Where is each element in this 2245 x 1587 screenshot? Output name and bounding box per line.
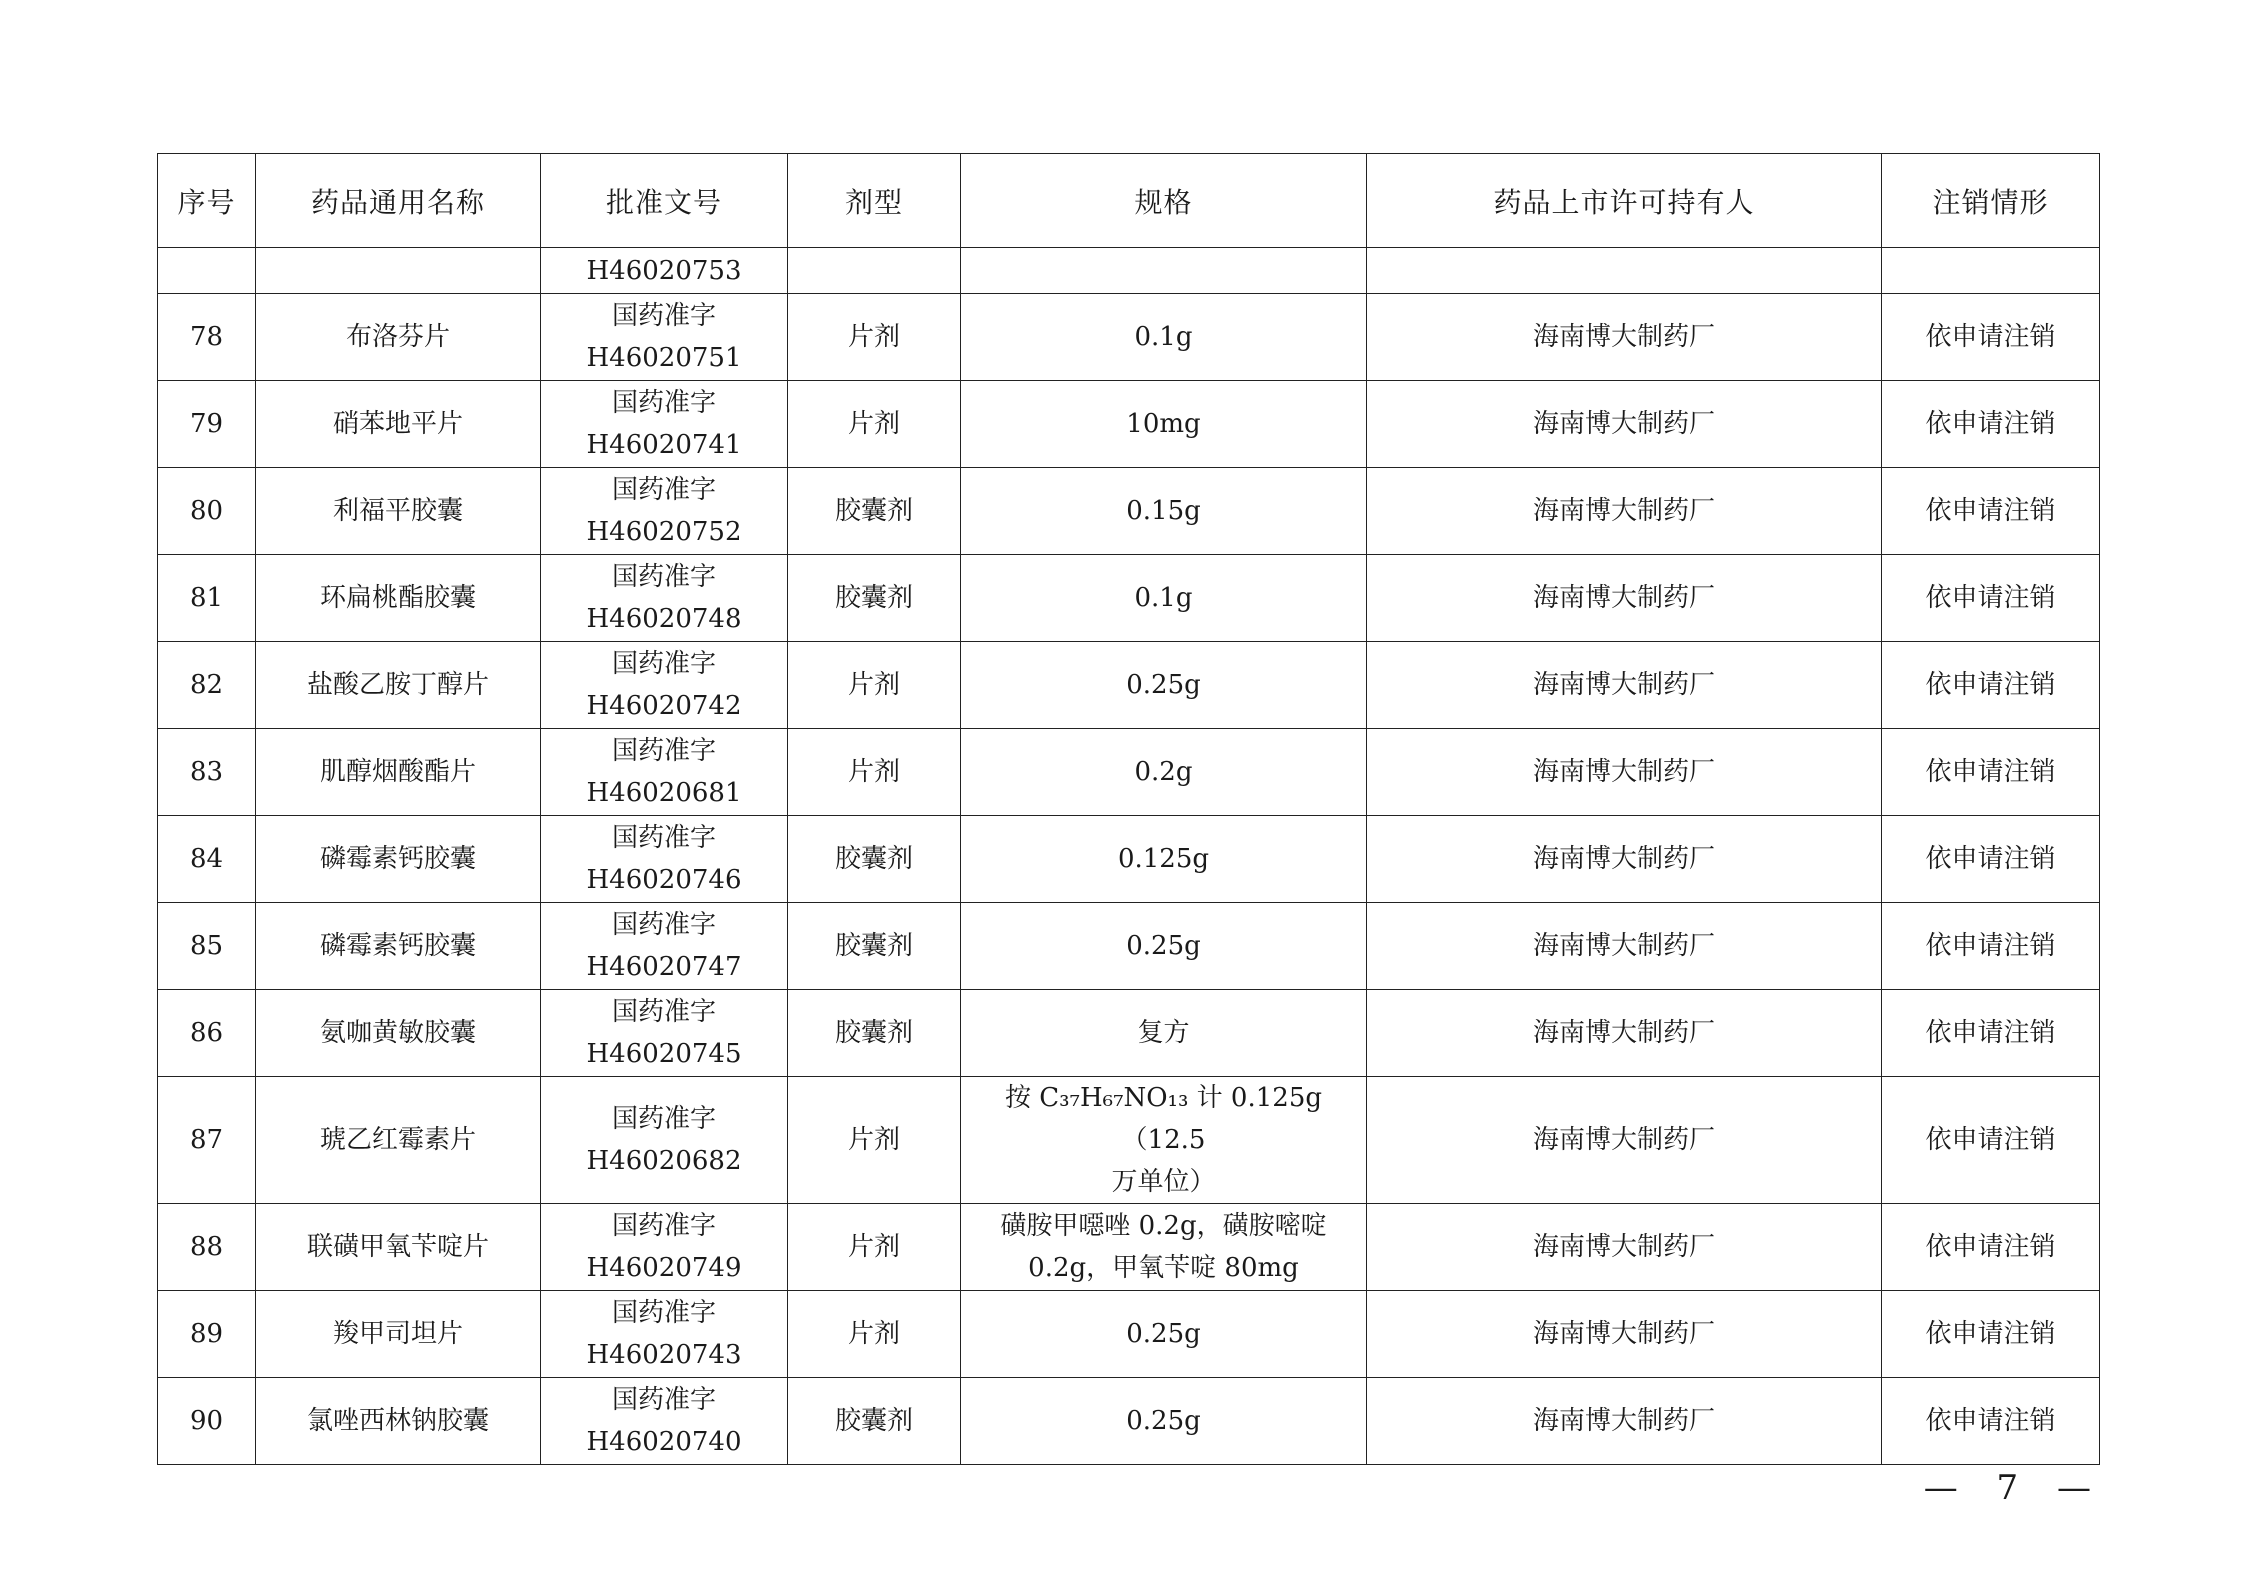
cell-specification (961, 990, 1367, 1077)
table-row (158, 294, 2100, 381)
approval-prefix: 国药准字 (611, 1211, 716, 1241)
specification-line: 0.2g，甲氧苄啶 80mg (1028, 1253, 1299, 1283)
cell-license-holder: 海南博大制药厂 (1367, 1378, 1882, 1465)
cell-dosage-form: 片剂 (788, 1077, 961, 1204)
cell-empty (788, 248, 961, 294)
cell-drug-name: 氨咖黄敏胶囊 (256, 990, 541, 1077)
cell-empty (1367, 248, 1882, 294)
cell-dosage-form: 胶囊剂 (788, 903, 961, 990)
table-row (158, 816, 2100, 903)
cell-approval-number (541, 381, 788, 468)
approval-prefix: 国药准字 (611, 823, 716, 853)
specification-line: 磺胺甲噁唑 0.2g，磺胺嘧啶 (1000, 1211, 1327, 1241)
cell-approval-number (541, 903, 788, 990)
cell-license-holder: 海南博大制药厂 (1367, 1291, 1882, 1378)
cell-approval-number (541, 1204, 788, 1291)
approval-code: H46020682 (586, 1146, 742, 1176)
header-serial-number: 序号 (158, 154, 256, 248)
cell-license-holder: 海南博大制药厂 (1367, 642, 1882, 729)
cell-drug-name: 琥乙红霉素片 (256, 1077, 541, 1204)
cell-approval-number (541, 1378, 788, 1465)
cell-drug-name: 硝苯地平片 (256, 381, 541, 468)
approval-prefix: 国药准字 (611, 562, 716, 592)
cell-approval-number (541, 816, 788, 903)
cell-specification (961, 642, 1367, 729)
cell-license-holder: 海南博大制药厂 (1367, 816, 1882, 903)
cell-cancellation-status: 依申请注销 (1882, 642, 2100, 729)
approval-code: H46020681 (586, 778, 742, 808)
specification-line: 复方 (1137, 1018, 1190, 1048)
header-specification: 规格 (961, 154, 1367, 248)
approval-code: H46020747 (586, 952, 742, 982)
specification-line: 0.1g (1134, 322, 1193, 352)
cell-cancellation-status: 依申请注销 (1882, 468, 2100, 555)
specification-line: 0.25g (1126, 1406, 1201, 1436)
cell-approval-number (541, 294, 788, 381)
cell-license-holder: 海南博大制药厂 (1367, 468, 1882, 555)
approval-prefix: 国药准字 (611, 910, 716, 940)
cell-drug-name: 利福平胶囊 (256, 468, 541, 555)
specification-line: 0.15g (1126, 496, 1201, 526)
cell-dosage-form: 片剂 (788, 1291, 961, 1378)
cell-dosage-form: 胶囊剂 (788, 990, 961, 1077)
cell-dosage-form: 胶囊剂 (788, 1378, 961, 1465)
approval-prefix: 国药准字 (611, 475, 716, 505)
cell-serial-number: 84 (158, 816, 256, 903)
cell-empty (961, 248, 1367, 294)
cell-specification (961, 903, 1367, 990)
cell-specification (961, 1378, 1367, 1465)
approval-prefix: 国药准字 (611, 301, 716, 331)
table-row (158, 1077, 2100, 1204)
cell-cancellation-status: 依申请注销 (1882, 294, 2100, 381)
cell-drug-name: 羧甲司坦片 (256, 1291, 541, 1378)
cell-dosage-form: 胶囊剂 (788, 816, 961, 903)
cell-specification (961, 294, 1367, 381)
cell-drug-name: 布洛芬片 (256, 294, 541, 381)
header-drug-name: 药品通用名称 (256, 154, 541, 248)
cell-serial-number: 86 (158, 990, 256, 1077)
approval-code: H46020752 (586, 517, 742, 547)
cell-license-holder: 海南博大制药厂 (1367, 729, 1882, 816)
specification-line: 0.125g (1117, 844, 1210, 874)
table-row (158, 729, 2100, 816)
cell-empty (1882, 248, 2100, 294)
cell-specification (961, 729, 1367, 816)
cell-specification (961, 555, 1367, 642)
approval-prefix: 国药准字 (611, 388, 716, 418)
cell-license-holder: 海南博大制药厂 (1367, 990, 1882, 1077)
cell-license-holder: 海南博大制药厂 (1367, 381, 1882, 468)
specification-line: 0.25g (1126, 1319, 1201, 1349)
approval-prefix: 国药准字 (611, 1385, 716, 1415)
cell-approval-number (541, 555, 788, 642)
continuation-row (158, 248, 2100, 294)
cell-dosage-form: 片剂 (788, 642, 961, 729)
table-row (158, 468, 2100, 555)
cell-cancellation-status: 依申请注销 (1882, 729, 2100, 816)
cell-specification (961, 1291, 1367, 1378)
table-row (158, 642, 2100, 729)
cell-approval-number (541, 642, 788, 729)
cell-cancellation-status: 依申请注销 (1882, 381, 2100, 468)
cell-serial-number: 80 (158, 468, 256, 555)
cell-empty (256, 248, 541, 294)
specification-line: 10mg (1126, 409, 1201, 439)
cell-drug-name: 肌醇烟酸酯片 (256, 729, 541, 816)
cell-dosage-form: 片剂 (788, 729, 961, 816)
cell-license-holder: 海南博大制药厂 (1367, 1077, 1882, 1204)
cell-drug-name: 环扁桃酯胶囊 (256, 555, 541, 642)
cell-serial-number: 87 (158, 1077, 256, 1204)
cell-dosage-form: 片剂 (788, 1204, 961, 1291)
specification-line: 万单位） (1111, 1167, 1216, 1197)
table-row (158, 990, 2100, 1077)
approval-code: H46020746 (586, 865, 742, 895)
cell-license-holder: 海南博大制药厂 (1367, 294, 1882, 381)
cell-serial-number: 88 (158, 1204, 256, 1291)
specification-line: 0.25g (1126, 670, 1201, 700)
approval-code: H46020749 (586, 1253, 742, 1283)
cell-dosage-form: 片剂 (788, 381, 961, 468)
header-dosage-form: 剂型 (788, 154, 961, 248)
specification-line: 按 C₃₇H₆₇NO₁₃ 计 0.125g（12.5 (1004, 1083, 1323, 1155)
cell-drug-name: 磷霉素钙胶囊 (256, 903, 541, 990)
cell-cancellation-status: 依申请注销 (1882, 1204, 2100, 1291)
cell-serial-number: 89 (158, 1291, 256, 1378)
cell-dosage-form: 胶囊剂 (788, 555, 961, 642)
cell-drug-name: 盐酸乙胺丁醇片 (256, 642, 541, 729)
cell-approval-continuation: H46020753 (541, 248, 788, 294)
cell-license-holder: 海南博大制药厂 (1367, 903, 1882, 990)
table-row (158, 381, 2100, 468)
cell-approval-number (541, 729, 788, 816)
cell-cancellation-status: 依申请注销 (1882, 1291, 2100, 1378)
cell-specification (961, 1077, 1367, 1204)
table-row (158, 903, 2100, 990)
approval-code: H46020741 (586, 430, 742, 460)
approval-code: H46020743 (586, 1340, 742, 1370)
specification-line: 0.2g (1134, 757, 1193, 787)
cell-dosage-form: 片剂 (788, 294, 961, 381)
cell-approval-number (541, 990, 788, 1077)
cell-empty (158, 248, 256, 294)
table-row (158, 1204, 2100, 1291)
approval-prefix: 国药准字 (611, 736, 716, 766)
cell-serial-number: 85 (158, 903, 256, 990)
header-cancellation-status: 注销情形 (1882, 154, 2100, 248)
cell-serial-number: 90 (158, 1378, 256, 1465)
cell-specification (961, 1204, 1367, 1291)
table-row (158, 1291, 2100, 1378)
cell-drug-name: 氯唑西林钠胶囊 (256, 1378, 541, 1465)
approval-code: H46020745 (586, 1039, 742, 1069)
cell-serial-number: 83 (158, 729, 256, 816)
specification-line: 0.25g (1126, 931, 1201, 961)
approval-prefix: 国药准字 (611, 997, 716, 1027)
cell-drug-name: 联磺甲氧苄啶片 (256, 1204, 541, 1291)
header-row (158, 154, 2100, 248)
approval-code: H46020740 (586, 1427, 742, 1457)
cell-cancellation-status: 依申请注销 (1882, 816, 2100, 903)
cell-cancellation-status: 依申请注销 (1882, 555, 2100, 642)
cell-license-holder: 海南博大制药厂 (1367, 1204, 1882, 1291)
approval-prefix: 国药准字 (611, 1104, 716, 1134)
cell-cancellation-status: 依申请注销 (1882, 1077, 2100, 1204)
approval-prefix: 国药准字 (611, 649, 716, 679)
cell-approval-number (541, 1291, 788, 1378)
cell-drug-name: 磷霉素钙胶囊 (256, 816, 541, 903)
approval-code: H46020742 (586, 691, 742, 721)
page-number: — 7 — (1923, 1468, 2105, 1508)
table-row (158, 555, 2100, 642)
cell-dosage-form: 胶囊剂 (788, 468, 961, 555)
specification-line: 0.1g (1134, 583, 1193, 613)
cell-serial-number: 81 (158, 555, 256, 642)
cell-specification (961, 381, 1367, 468)
cell-cancellation-status: 依申请注销 (1882, 990, 2100, 1077)
cell-serial-number: 82 (158, 642, 256, 729)
approval-code: H46020748 (586, 604, 742, 634)
cell-cancellation-status: 依申请注销 (1882, 1378, 2100, 1465)
table-body (158, 248, 2100, 1465)
cell-serial-number: 78 (158, 294, 256, 381)
table-row (158, 1378, 2100, 1465)
cell-approval-number (541, 1077, 788, 1204)
cell-serial-number: 79 (158, 381, 256, 468)
cell-cancellation-status: 依申请注销 (1882, 903, 2100, 990)
table-header (158, 154, 2100, 248)
cell-specification (961, 816, 1367, 903)
drug-cancellation-table (157, 153, 2100, 1465)
cell-specification (961, 468, 1367, 555)
approval-prefix: 国药准字 (611, 1298, 716, 1328)
header-license-holder: 药品上市许可持有人 (1367, 154, 1882, 248)
cell-license-holder: 海南博大制药厂 (1367, 555, 1882, 642)
header-approval-number: 批准文号 (541, 154, 788, 248)
cell-approval-number (541, 468, 788, 555)
approval-code: H46020751 (586, 343, 742, 373)
